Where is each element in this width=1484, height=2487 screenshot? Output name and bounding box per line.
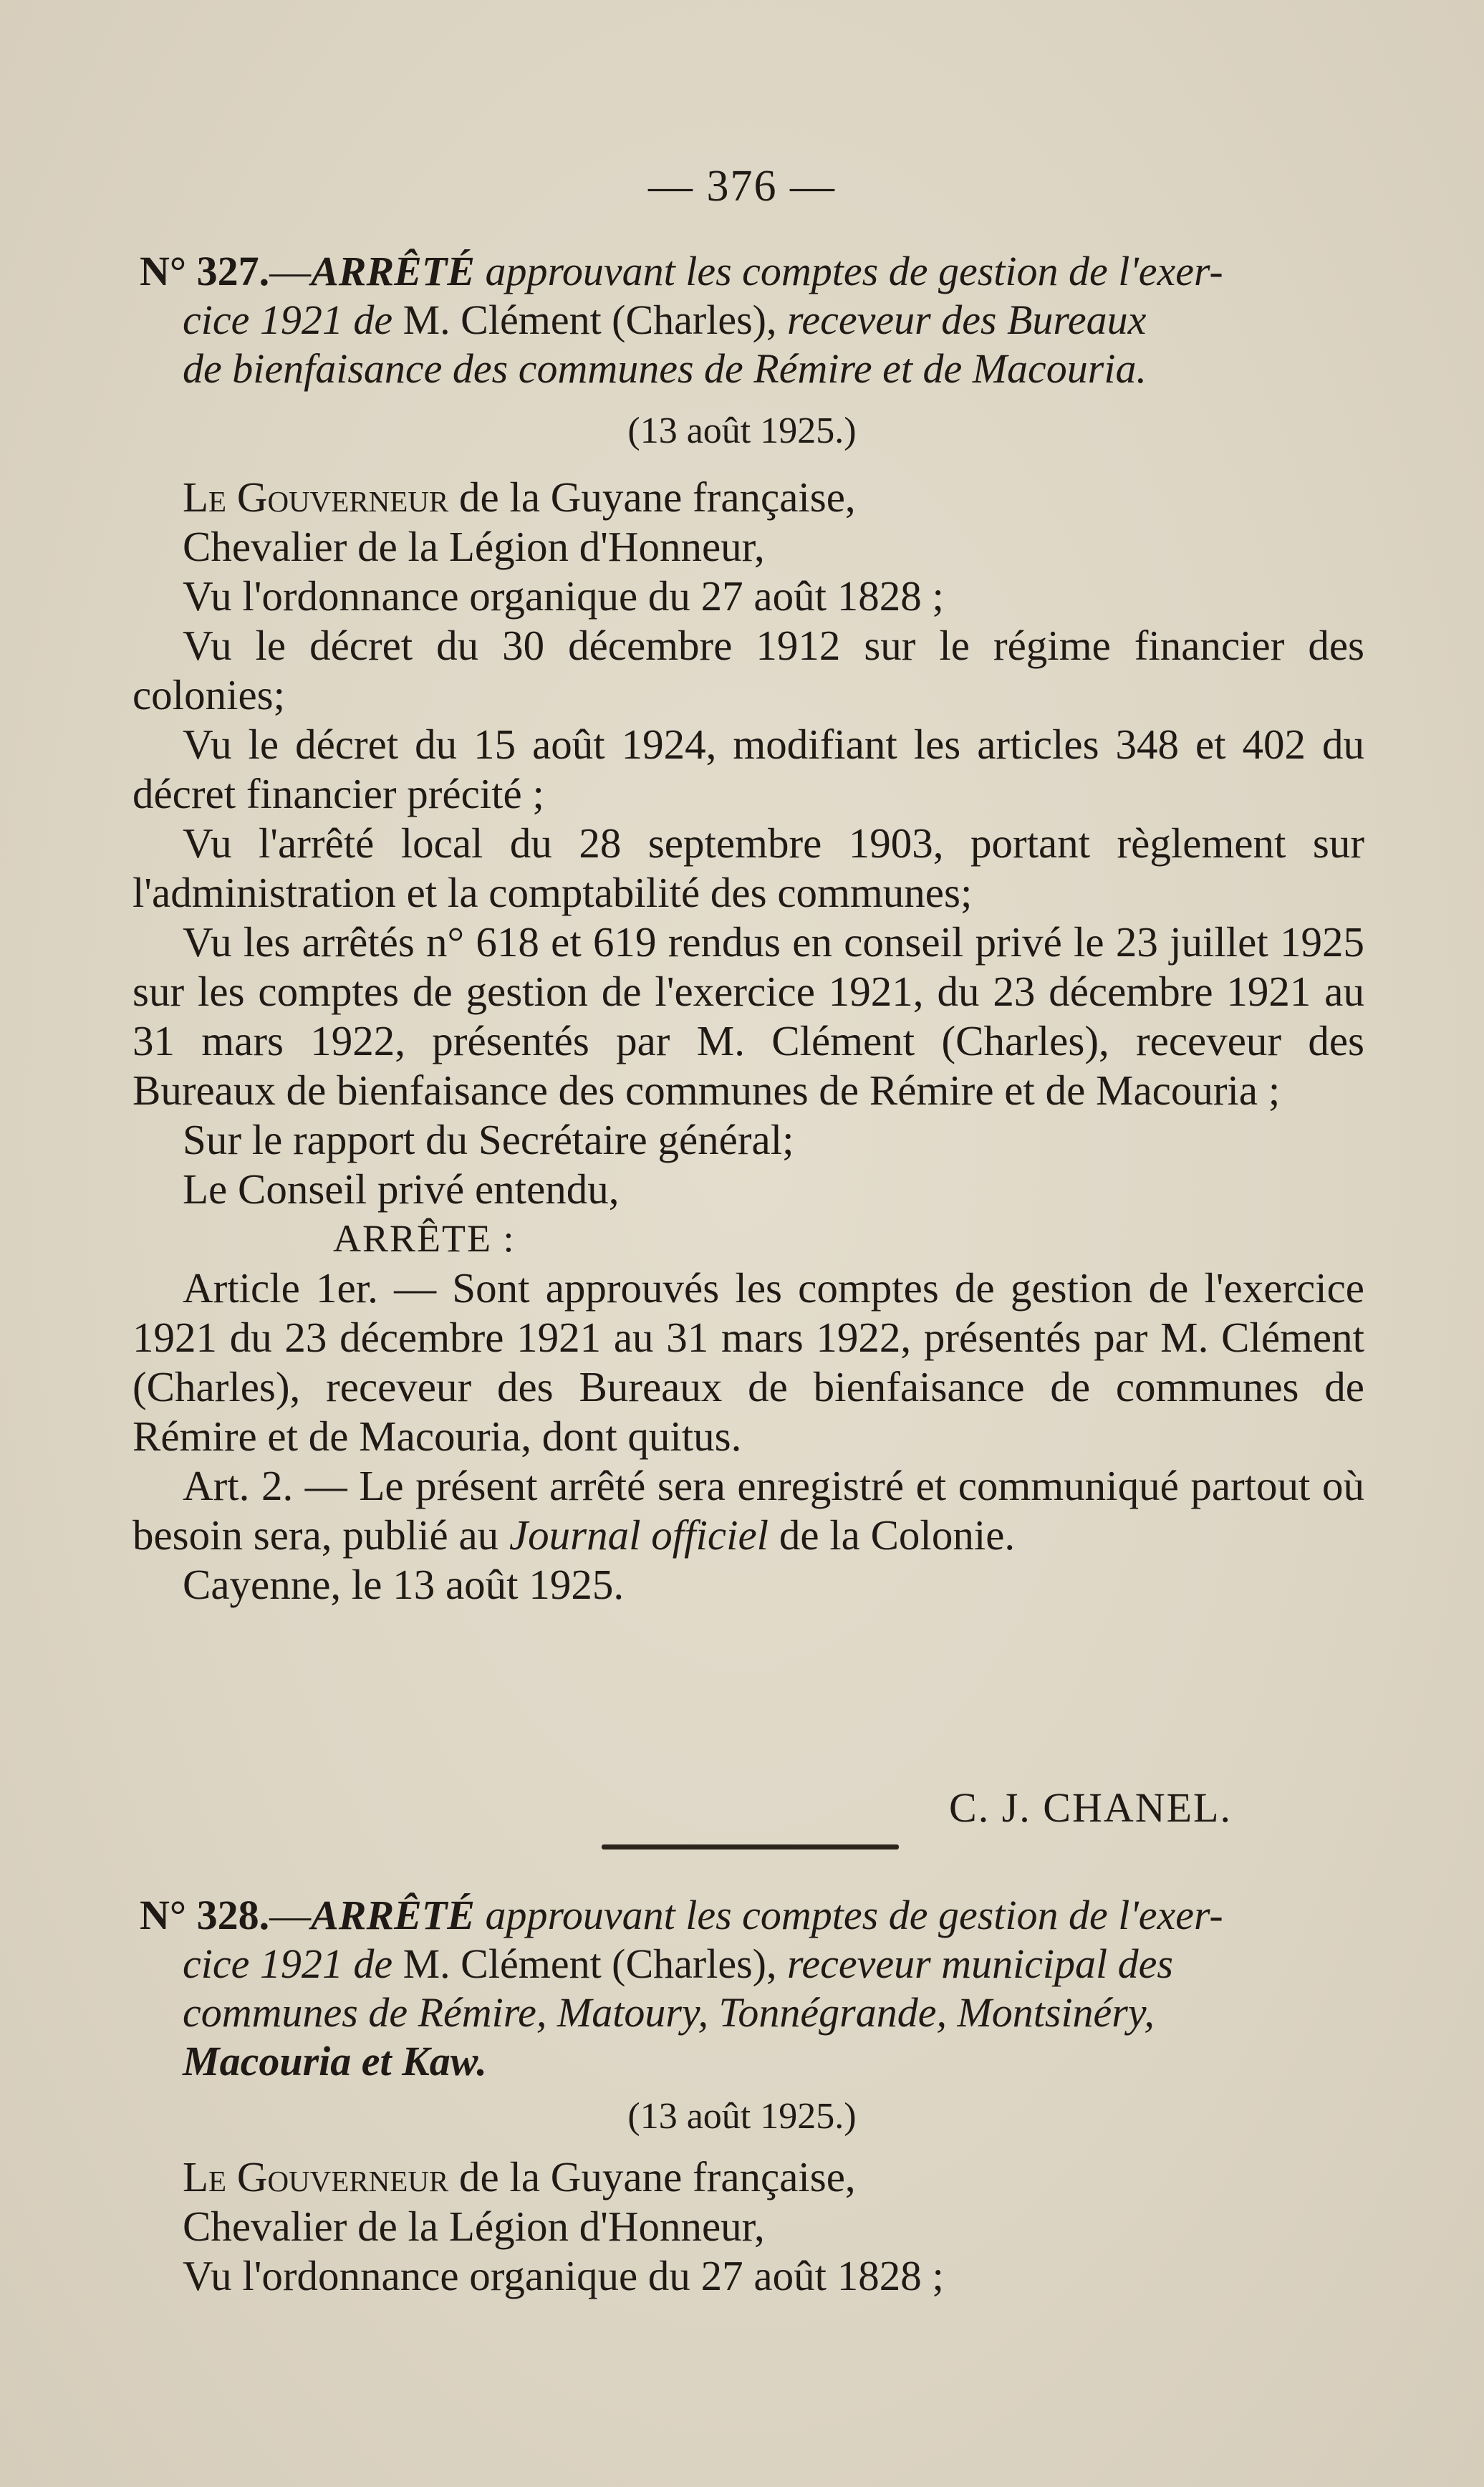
entry-327-heading xyxy=(140,247,1389,393)
entry-327-paragraph: Vu les arrêtés n° 618 et 619 rendus en conseil privé le 23 juillet 1925 sur les comptes de gestion de l'exercice 1921, du 23 décembre 1921 au 31 mars 1922, présentés par M. Clément (Charles), receveur des Bureaux de bienfaisance des communes de Rémire et de Macouria ; xyxy=(132,918,1364,1114)
section-divider xyxy=(602,1844,899,1849)
signature: C. J. CHANEL. xyxy=(949,1784,1232,1831)
entry-328-title-line2c: receveur municipal des xyxy=(786,1940,1173,1987)
entry-327-title-line2c: receveur des Bureaux xyxy=(786,297,1147,343)
journal-officiel: Journal officiel xyxy=(509,1511,769,1559)
entry-327-title-line3: de bienfaisance des communes de Rémire et de Macouria. xyxy=(183,345,1147,392)
place-date: Cayenne, le 13 août 1925. xyxy=(183,1561,625,1608)
entry-328-date: (13 août 1925.) xyxy=(627,2096,857,2137)
entry-328-paragraph: Vu l'ordonnance organique du 27 août 1828 ; xyxy=(183,2252,944,2299)
entry-328-number: N° 328. xyxy=(140,1892,270,1938)
entry-328-paragraph: Chevalier de la Légion d'Honneur, xyxy=(183,2203,765,2250)
entry-327-number: N° 327. xyxy=(140,248,270,294)
entry-327-paragraph: Vu l'arrêté local du 28 septembre 1903, portant règlement sur l'administration et la comptabilité des communes; xyxy=(132,819,1364,916)
entry-327-date: (13 août 1925.) xyxy=(627,410,857,451)
governor-lead: Le Gouverneur xyxy=(183,473,449,521)
entry-328-title-keyword: ARRÊTÉ xyxy=(311,1892,475,1938)
entry-327-title-line1: approuvant les comptes de gestion de l'exer- xyxy=(474,248,1223,294)
article-2-end: de la Colonie. xyxy=(768,1511,1016,1559)
entry-327-title-line2b: M. Clément (Charles), xyxy=(392,297,787,343)
entry-327-title-keyword: ARRÊTÉ xyxy=(311,248,475,294)
paragraph-text: de la Guyane française, xyxy=(448,473,856,521)
entry-328-title-line2b: M. Clément (Charles), xyxy=(392,1940,787,1987)
entry-327-body xyxy=(132,473,1364,1610)
entry-327-paragraph: Sur le rapport du Secrétaire général; xyxy=(183,1116,794,1163)
entry-327-paragraph xyxy=(132,473,1364,522)
entry-327-paragraph: Chevalier de la Légion d'Honneur, xyxy=(183,523,765,570)
page-number: — 376 — xyxy=(648,162,836,211)
arrete-label: ARRÊTE : xyxy=(333,1217,516,1260)
paragraph-text: de la Guyane française, xyxy=(448,2153,856,2200)
entry-327-paragraph: Le Conseil privé entendu, xyxy=(183,1165,620,1213)
entry-327-title-line2a: cice 1921 de xyxy=(183,297,393,343)
entry-328-dash: — xyxy=(269,1892,312,1938)
article-1: Article 1er. — Sont approuvés les comptes de gestion de l'exercice 1921 du 23 décembre 1921 au 31 mars 1922, présentés par M. Clément (Charles), receveur des Bureaux de bienfaisance de communes de Rémire et de Macouria, dont quitus. xyxy=(132,1264,1364,1460)
article-2-text: Art. 2. — Le présent arrêté sera enregistré et communiqué partout où besoin sera, publié au xyxy=(132,1462,1364,1559)
entry-328-title-line4: Macouria et Kaw. xyxy=(183,2038,487,2084)
entry-328-title-line2a: cice 1921 de xyxy=(183,1940,393,1987)
entry-327-paragraph: Vu le décret du 30 décembre 1912 sur le régime financier des colonies; xyxy=(132,622,1364,718)
entry-328-title-line1: approuvant les comptes de gestion de l'exer- xyxy=(474,1892,1223,1938)
entry-328-heading xyxy=(140,1891,1389,2086)
entry-328-paragraph xyxy=(132,2152,1364,2202)
governor-lead: Le Gouverneur xyxy=(183,2153,449,2200)
entry-328-title-line3: communes de Rémire, Matoury, Tonnégrande, Montsinéry, xyxy=(183,1989,1155,2036)
entry-328-body xyxy=(132,2152,1364,2301)
entry-327-dash: — xyxy=(269,248,312,294)
entry-327-paragraph: Vu l'ordonnance organique du 27 août 1828 ; xyxy=(183,572,944,620)
article-2 xyxy=(132,1461,1364,1560)
entry-327-paragraph: Vu le décret du 15 août 1924, modifiant les articles 348 et 402 du décret financier précité ; xyxy=(132,721,1364,817)
